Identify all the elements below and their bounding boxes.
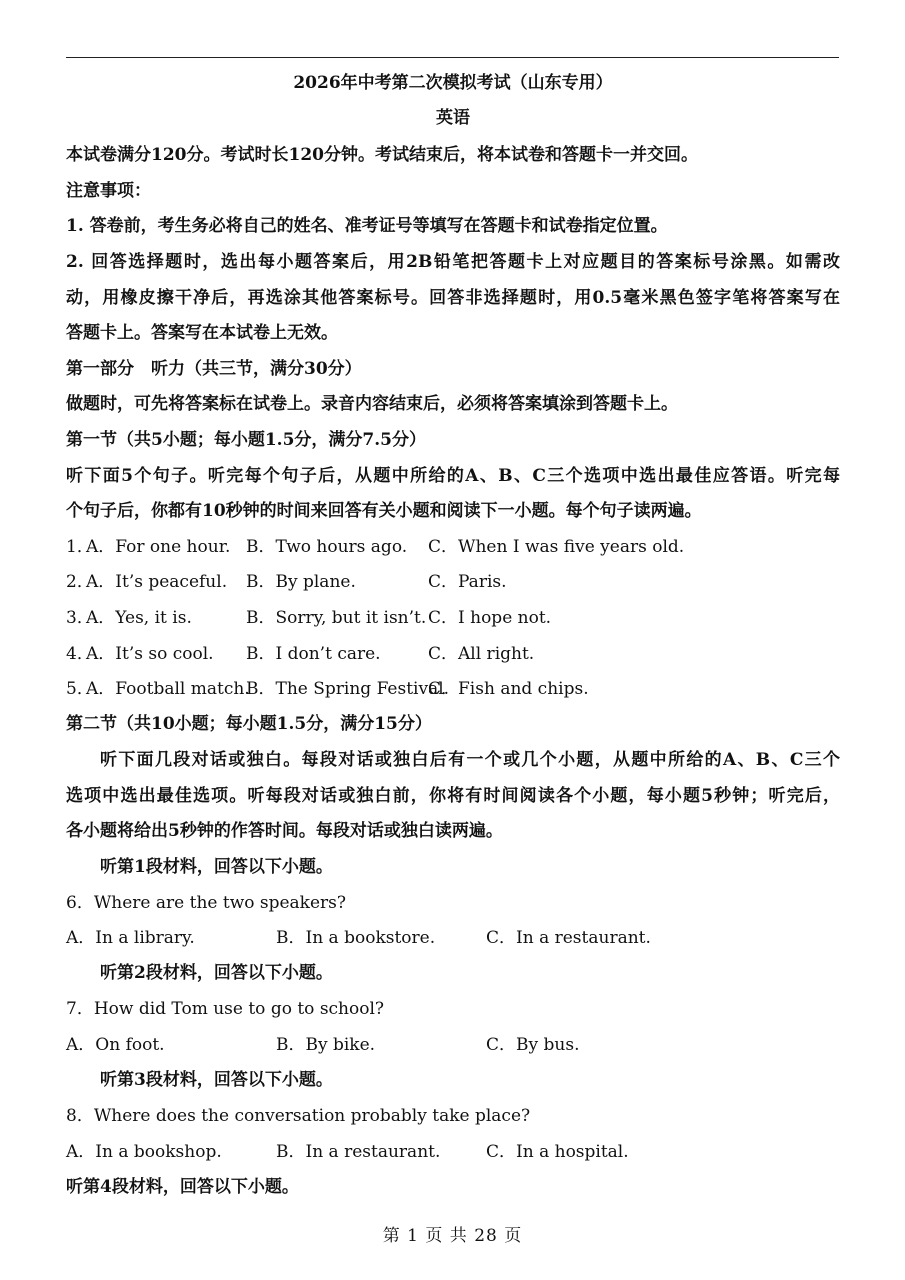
notes-title: 注意事项：	[66, 181, 151, 201]
material-1-heading: 听第1段材料，回答以下小题。	[100, 857, 333, 877]
section2-title: 第二节（共10小题；每小题1.5分，满分15分）	[66, 714, 432, 734]
note-2-line-1: 2. 回答选择题时，选出每小题答案后，用2B铅笔把答题卡上对应题目的答案标号涂黑。如需改	[66, 252, 840, 272]
part1-title: 第一部分 听力（共三节，满分30分）	[66, 359, 362, 379]
exam-intro: 本试卷满分120分。考试时长120分钟。考试结束后，将本试卷和答题卡一并交回。	[66, 145, 698, 165]
option-b: B．In a bookstore.	[276, 928, 436, 948]
option-b: B．In a restaurant.	[276, 1142, 441, 1162]
question-number: 4．	[66, 644, 94, 664]
option-a: A．On foot.	[66, 1035, 165, 1055]
option-a: A．Football match.	[86, 679, 250, 699]
option-c: C．In a restaurant.	[486, 928, 651, 948]
part1-desc: 做题时，可先将答案标在试卷上。录音内容结束后，必须将答案填涂到答题卡上。	[66, 394, 678, 414]
question-number: 5．	[66, 679, 94, 699]
section2-desc-line-1: 听下面几段对话或独白。每段对话或独白后有一个或几个小题，从题中所给的A、B、C三个	[100, 750, 840, 770]
option-c: C．By bus.	[486, 1035, 580, 1055]
note-2-line-3: 答题卡上。答案写在本试卷上无效。	[66, 323, 338, 343]
option-c: C．Fish and chips.	[428, 679, 589, 699]
option-b: B．Two hours ago.	[246, 537, 408, 557]
section1-desc-line-2: 个句子后，你都有10秒钟的时间来回答有关小题和阅读下一小题。每个句子读两遍。	[66, 501, 702, 521]
option-a: A．In a bookshop.	[66, 1142, 222, 1162]
option-c: C．When I was five years old.	[428, 537, 685, 557]
header-rule	[66, 57, 839, 58]
question-number: 3．	[66, 608, 94, 628]
section1-desc-line-1: 听下面5个句子。听完每个句子后，从题中所给的A、B、C三个选项中选出最佳应答语。听完每	[66, 466, 840, 486]
option-a: A．It’s peaceful.	[86, 572, 228, 592]
option-c: C．I hope not.	[428, 608, 552, 628]
note-1: 1. 答卷前，考生务必将自己的姓名、准考证号等填写在答题卡和试卷指定位置。	[66, 216, 668, 236]
material-3-heading: 听第3段材料，回答以下小题。	[100, 1070, 333, 1090]
option-c: C．Paris.	[428, 572, 507, 592]
material-4-heading: 听第4段材料，回答以下小题。	[66, 1177, 299, 1197]
material-2-heading: 听第2段材料，回答以下小题。	[100, 963, 333, 983]
option-c: C．In a hospital.	[486, 1142, 629, 1162]
question-number: 1．	[66, 537, 94, 557]
option-a: A．For one hour.	[86, 537, 231, 557]
question-number: 2．	[66, 572, 94, 592]
page-number: 第 1 页 共 28 页	[382, 1226, 523, 1246]
exam-title: 2026年中考第二次模拟考试（山东专用）	[293, 73, 613, 93]
section2-desc-line-3: 各小题将给出5秒钟的作答时间。每段对话或独白读两遍。	[66, 821, 503, 841]
option-b: B．The Spring Festival.	[246, 679, 450, 699]
option-b: B．By plane.	[246, 572, 356, 592]
question-7: 7．How did Tom use to go to school?	[66, 999, 385, 1019]
option-c: C．All right.	[428, 644, 535, 664]
note-2-line-2: 动，用橡皮擦干净后，再选涂其他答案标号。回答非选择题时，用0.5毫米黑色签字笔将答案写在	[66, 288, 840, 308]
question-8: 8．Where does the conversation probably take place?	[66, 1106, 531, 1126]
option-a: A．Yes, it is.	[86, 608, 192, 628]
option-b: B．By bike.	[276, 1035, 376, 1055]
option-b: B．I don’t care.	[246, 644, 381, 664]
section2-desc-line-2: 选项中选出最佳选项。听每段对话或独白前，你将有时间阅读各个小题，每小题5秒钟；听完后，	[66, 786, 840, 806]
option-a: A．It’s so cool.	[86, 644, 214, 664]
option-b: B．Sorry, but it isn’t.	[246, 608, 427, 628]
question-6: 6．Where are the two speakers?	[66, 893, 347, 913]
section1-title: 第一节（共5小题；每小题1.5分，满分7.5分）	[66, 430, 426, 450]
option-a: A．In a library.	[66, 928, 195, 948]
exam-subject: 英语	[436, 108, 470, 128]
